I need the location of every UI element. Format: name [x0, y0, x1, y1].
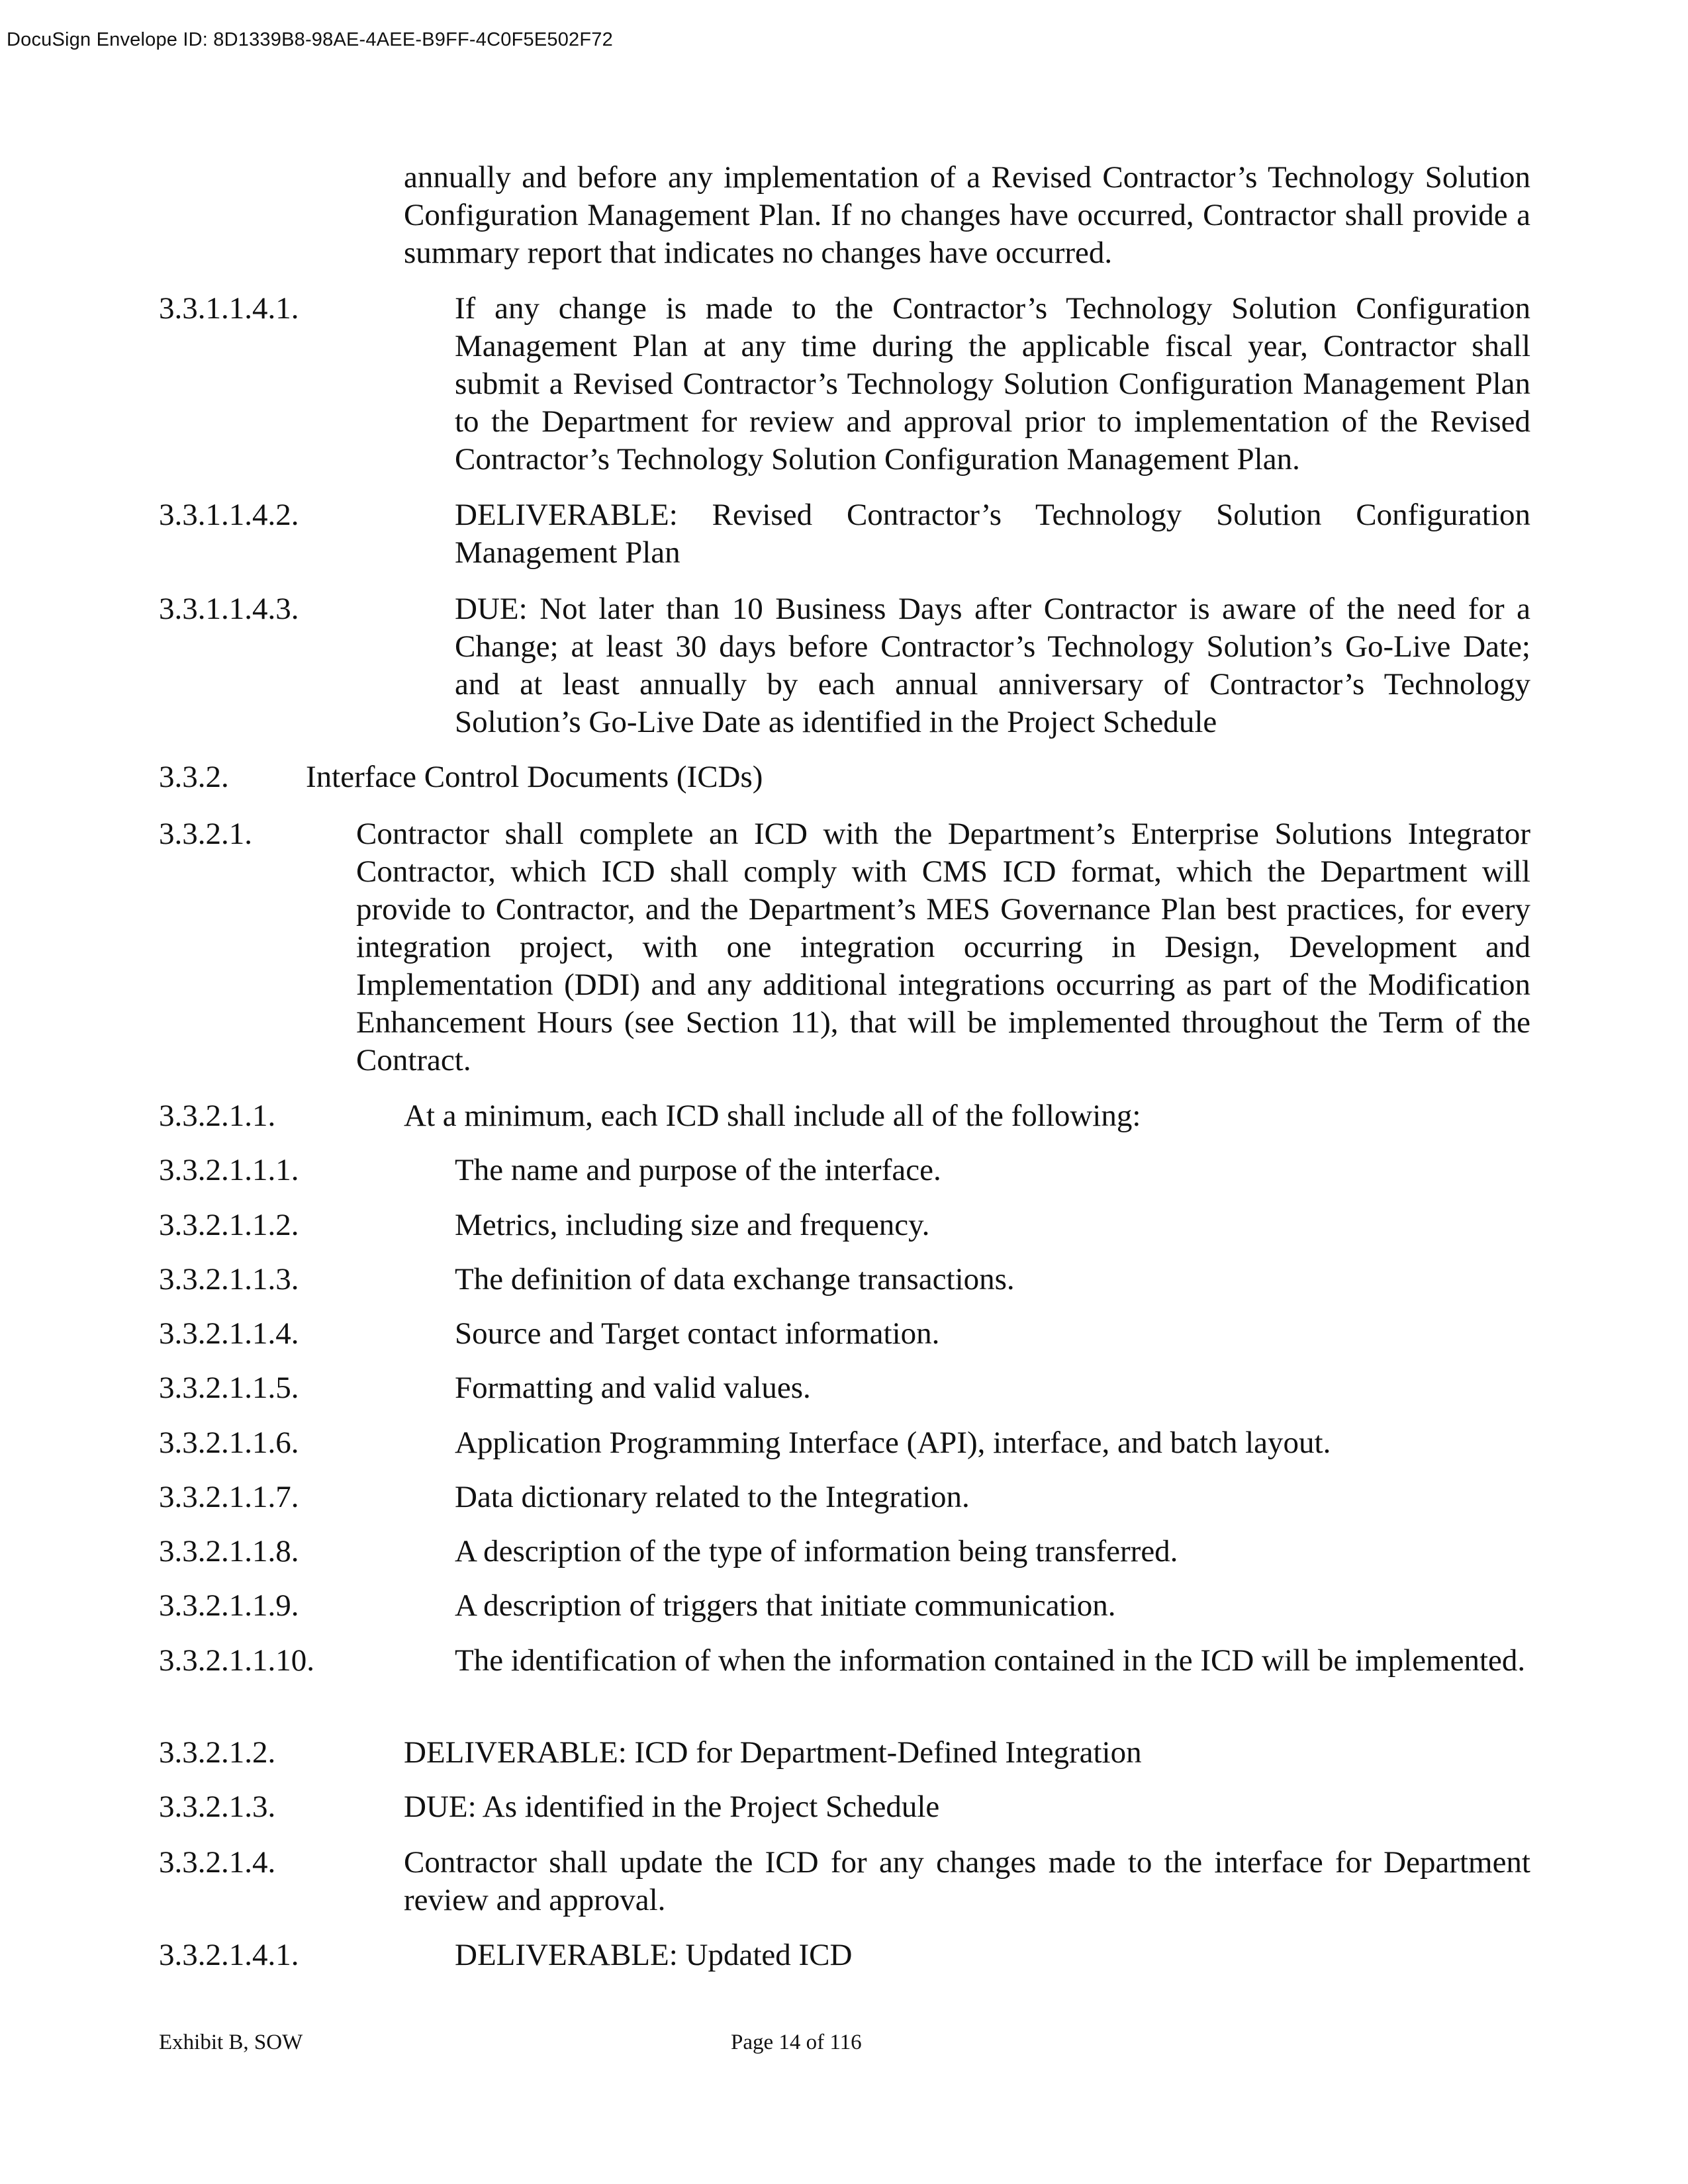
paragraph-text: DUE: As identified in the Project Schedule — [404, 1790, 940, 1824]
paragraph-text: Contractor shall complete an ICD with the Department’s Enterprise Solutions Integrator Contractor, which ICD shall comply with CMS ICD format, which the Department will provide to Contractor, and the Department’s MES Governance Plan best practices, for every integration project, with one integration occurring in Design, Development and Implementation (DDI) and any additional integrations occurring as part of the Modification Enhancement Hours (see Section 11), that will be implemented throughout the Term of the Contract. — [356, 817, 1530, 1077]
paragraph-text: DUE: Not later than 10 Business Days after Contractor is aware of the need for a Change; at least 30 days before Contractor’s Technology Solution’s Go-Live Date; and at least annually by each annual anniversary of Contractor’s Technology Solution’s Go-Live Date as identified in the Project Schedule — [455, 592, 1530, 739]
section-number: 3.3.1.1.4.2. — [159, 498, 299, 532]
list-item-text: The definition of data exchange transactions. — [455, 1262, 1015, 1297]
section-number: 3.3.2.1.1.9. — [159, 1588, 299, 1623]
footer-document-label: Exhibit B, SOW — [159, 2030, 303, 2054]
section-number: 3.3.2.1.2. — [159, 1735, 276, 1770]
section-number: 3.3.2.1.1.3. — [159, 1262, 299, 1297]
paragraph-text: DELIVERABLE: ICD for Department-Defined Integration — [404, 1735, 1142, 1770]
paragraph-text: Contractor shall update the ICD for any changes made to the interface for Department review and approval. — [404, 1845, 1530, 1917]
list-item-text: A description of triggers that initiate communication. — [455, 1588, 1116, 1623]
section-number: 3.3.1.1.4.3. — [159, 592, 299, 626]
section-number: 3.3.2.1.3. — [159, 1790, 276, 1824]
list-item-text: A description of the type of information being transferred. — [455, 1534, 1178, 1569]
section-number: 3.3.1.1.4.1. — [159, 291, 299, 326]
list-item-text: Source and Target contact information. — [455, 1316, 940, 1351]
paragraph-text: At a minimum, each ICD shall include all of the following: — [404, 1099, 1141, 1133]
paragraph-text: DELIVERABLE: Revised Contractor’s Technology Solution Configuration Management Plan — [455, 498, 1530, 570]
list-item-text: Metrics, including size and frequency. — [455, 1208, 930, 1242]
section-number: 3.3.2.1. — [159, 817, 252, 851]
list-item-text: Application Programming Interface (API), interface, and batch layout. — [455, 1426, 1331, 1460]
section-number: 3.3.2.1.4. — [159, 1845, 276, 1880]
section-number: 3.3.2.1.1.6. — [159, 1426, 299, 1460]
section-number: 3.3.2.1.4.1. — [159, 1938, 299, 1972]
paragraph-text: annually and before any implementation of a Revised Contractor’s Technology Solution Configuration Management Plan. If no changes have occurred, Contractor shall provide a summary report that indicates no changes have occurred. — [404, 160, 1530, 270]
section-number: 3.3.2.1.1.5. — [159, 1371, 299, 1405]
footer-page-number: Page 14 of 116 — [731, 2030, 862, 2054]
section-number: 3.3.2. — [159, 760, 229, 794]
docusign-envelope-id: DocuSign Envelope ID: 8D1339B8-98AE-4AEE-B9FF-4C0F5E502F72 — [7, 29, 613, 50]
section-number: 3.3.2.1.1.4. — [159, 1316, 299, 1351]
section-title: Interface Control Documents (ICDs) — [306, 760, 763, 794]
section-number: 3.3.2.1.1.1. — [159, 1153, 299, 1187]
section-number: 3.3.2.1.1.7. — [159, 1480, 299, 1514]
list-item-text: The name and purpose of the interface. — [455, 1153, 941, 1187]
list-item-text: The identification of when the information contained in the ICD will be implemented. — [455, 1643, 1526, 1678]
section-number: 3.3.2.1.1.8. — [159, 1534, 299, 1569]
list-item-text: Formatting and valid values. — [455, 1371, 811, 1405]
section-number: 3.3.2.1.1.2. — [159, 1208, 299, 1242]
section-number: 3.3.2.1.1. — [159, 1099, 276, 1133]
paragraph-text: If any change is made to the Contractor’s Technology Solution Configuration Management Plan at any time during the applicable fiscal year, Contractor shall submit a Revised Contractor’s Technology Solution Configuration Management Plan to the Department for review and approval prior to implementation of the Revised Contractor’s Technology Solution Configuration Management Plan. — [455, 291, 1530, 477]
section-number: 3.3.2.1.1.10. — [159, 1643, 314, 1678]
list-item-text: Data dictionary related to the Integration. — [455, 1480, 970, 1514]
paragraph-text: DELIVERABLE: Updated ICD — [455, 1938, 853, 1972]
